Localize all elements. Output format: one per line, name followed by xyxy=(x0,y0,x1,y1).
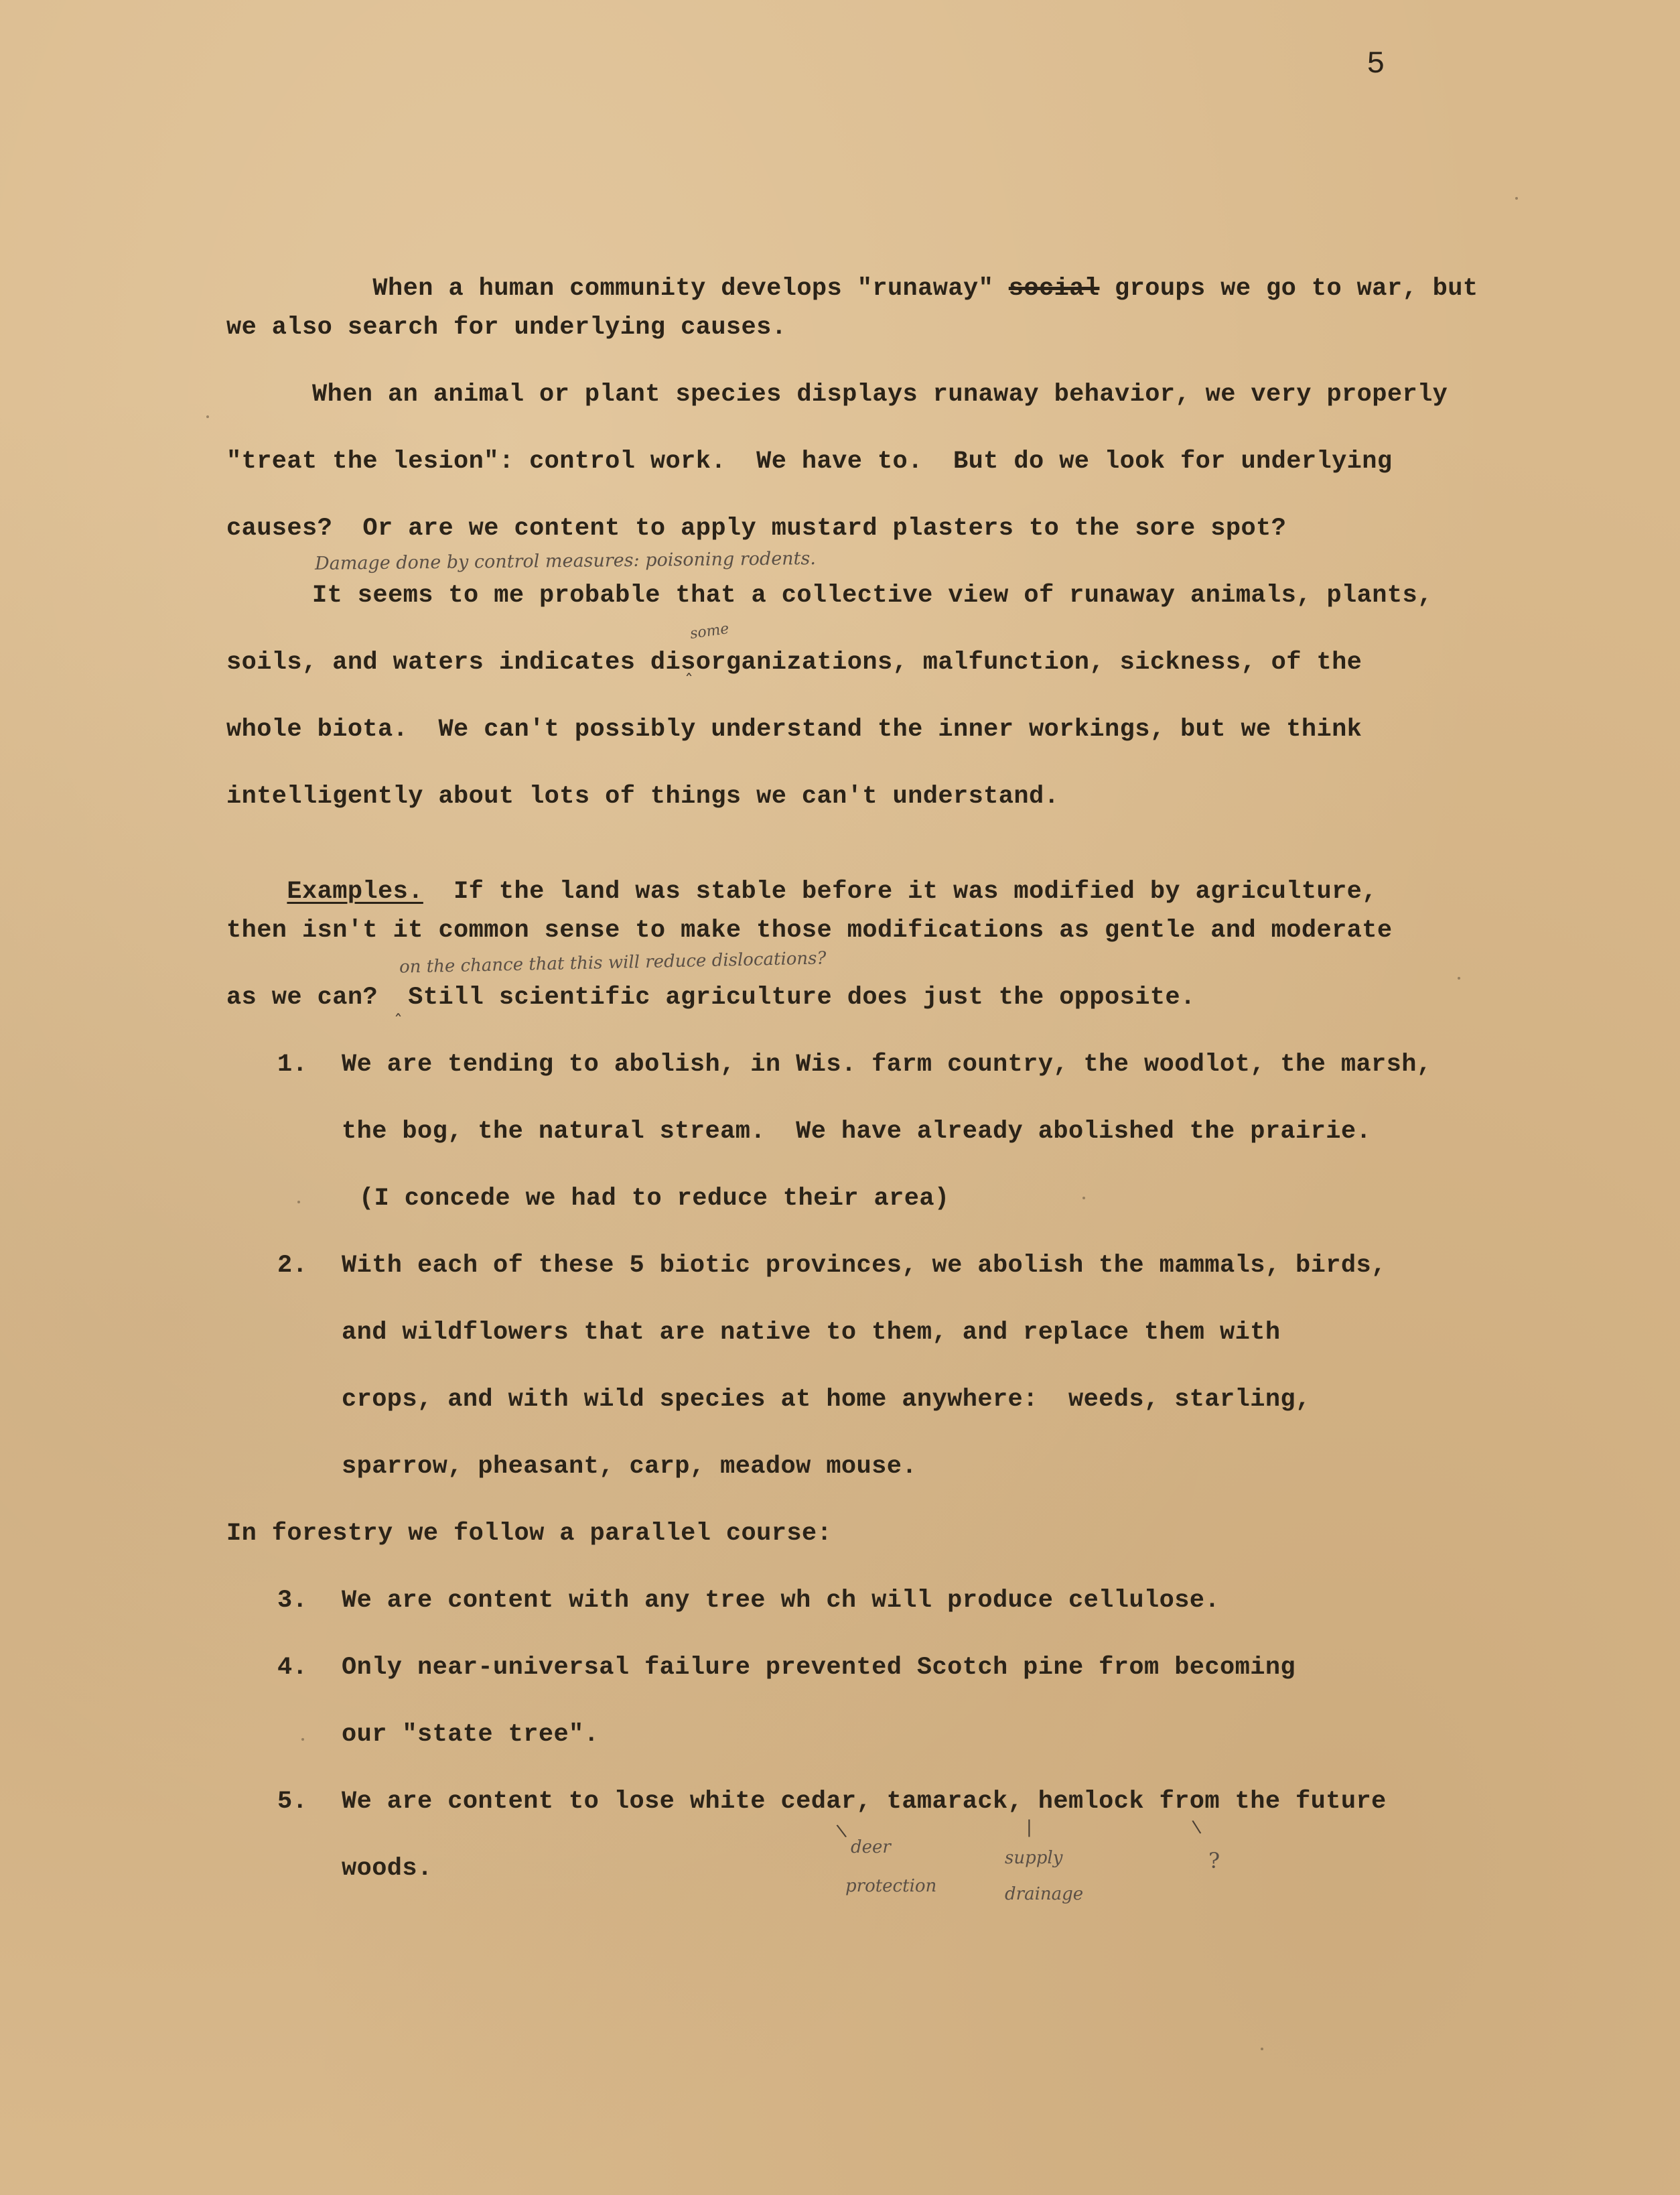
list-number: 4. xyxy=(277,1654,308,1682)
text-segment: If the land was stable before it was modified by agriculture, xyxy=(423,878,1377,906)
paper-speck xyxy=(206,415,209,418)
text-line: whole biota. We can't possibly understand the inner workings, but we think xyxy=(226,716,1362,744)
tick-mark: | xyxy=(1026,1817,1032,1837)
tick-mark: \ xyxy=(835,1820,848,1842)
paper-speck xyxy=(1261,2048,1263,2050)
text-line: then isn't it common sense to make those modifications as gentle and moderate xyxy=(226,917,1393,945)
text-line: With each of these 5 biotic provinces, we abolish the mammals, birds, xyxy=(342,1252,1387,1280)
paper-speck xyxy=(1082,1197,1085,1199)
text-line: crops, and with wild species at home anywhere: weeds, starling, xyxy=(342,1386,1311,1414)
text-line: causes? Or are we content to apply mustard plasters to the sore spot? xyxy=(226,515,1287,543)
caret-mark: ˆ xyxy=(685,671,693,691)
struck-word: social xyxy=(1008,275,1100,303)
examples-heading: Examples. xyxy=(287,878,423,906)
list-number: 1. xyxy=(277,1051,308,1079)
handwritten-insert-chance: on the chance that this will reduce dislocations? xyxy=(399,948,827,978)
text-line: as we can? Still scientific agriculture does just the opposite. xyxy=(226,984,1196,1012)
text-line: It seems to me probable that a collective view of runaway animals, plants, xyxy=(312,582,1433,610)
handwritten-note-question: ? xyxy=(1208,1848,1220,1873)
caret-mark: ˆ xyxy=(394,1012,403,1032)
paper-speck xyxy=(1458,977,1460,980)
text-line: soils, and waters indicates disorganizations, malfunction, sickness, of the xyxy=(226,649,1362,677)
text-line: We are content to lose white cedar, tamarack, hemlock from the future xyxy=(342,1788,1387,1816)
text-line: and wildflowers that are native to them, and replace them with xyxy=(342,1319,1281,1347)
text-line: woods. xyxy=(342,1855,433,1883)
paper-speck xyxy=(1515,197,1518,200)
text-segment: groups we go to war, but xyxy=(1099,275,1478,303)
list-number: 3. xyxy=(277,1587,308,1615)
text-line: (I concede we had to reduce their area) xyxy=(359,1185,950,1213)
list-number: 5. xyxy=(277,1788,308,1816)
tick-mark: \ xyxy=(1191,1816,1202,1838)
text-line: we also search for underlying causes. xyxy=(226,314,787,342)
paper-speck xyxy=(297,1201,300,1203)
text-line: We are tending to abolish, in Wis. farm country, the woodlot, the marsh, xyxy=(342,1051,1432,1079)
paper-speck xyxy=(301,1738,304,1741)
text-line: our "state tree". xyxy=(342,1721,600,1749)
text-line: In forestry we follow a parallel course: xyxy=(226,1520,833,1548)
handwritten-note-deer: deer xyxy=(851,1837,891,1857)
text-line: sparrow, pheasant, carp, meadow mouse. xyxy=(342,1453,917,1481)
handwritten-note-damage: Damage done by control measures: poisoning rodents. xyxy=(314,548,817,574)
list-number: 2. xyxy=(277,1252,308,1280)
handwritten-note-supply: supply xyxy=(1005,1848,1063,1868)
page-number: 5 xyxy=(1367,47,1386,82)
text-segment: When a human community develops "runaway" xyxy=(372,275,1009,303)
text-line: When an animal or plant species displays runaway behavior, we very properly xyxy=(312,381,1448,409)
handwritten-insert-some: some xyxy=(689,620,730,643)
text-line: the bog, the natural stream. We have already abolished the prairie. xyxy=(342,1118,1372,1146)
text-line: intelligently about lots of things we can't understand. xyxy=(226,783,1060,811)
text-line: "treat the lesion": control work. We have to. But do we look for underlying xyxy=(226,448,1393,476)
handwritten-note-drainage: drainage xyxy=(1005,1884,1084,1904)
text-line: Only near-universal failure prevented Scotch pine from becoming xyxy=(342,1654,1296,1682)
handwritten-note-protection: protection xyxy=(845,1876,937,1896)
text-line: We are content with any tree wh ch will produce cellulose. xyxy=(342,1587,1220,1615)
